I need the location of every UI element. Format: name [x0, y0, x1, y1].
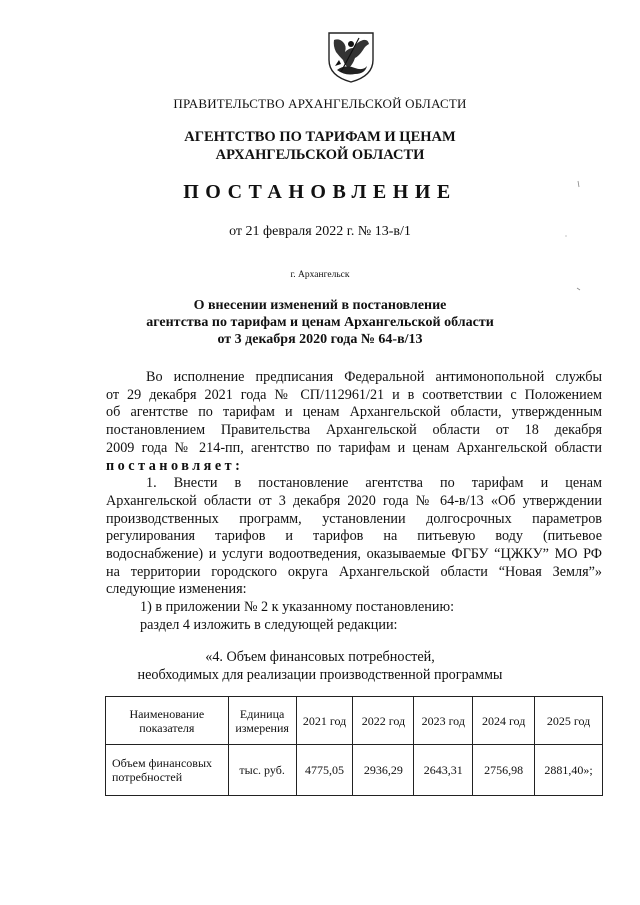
cell-2024: 2756,98: [473, 745, 535, 796]
column-header-2021: 2021 год: [296, 697, 353, 745]
cell-unit: тыс. руб.: [228, 745, 296, 796]
item-1-line: водоснабжение) и услуги водоотведения, оказываемые ФГБУ “ЦЖКУ” МО РФ: [106, 546, 602, 563]
column-header-2022: 2022 год: [353, 697, 414, 745]
government-name: ПРАВИТЕЛЬСТВО АРХАНГЕЛЬСКОЙ ОБЛАСТИ: [173, 96, 467, 111]
item-1-line: 1. Внести в постановление агентства по тарифам и ценам: [146, 475, 602, 492]
section-title: [0, 648, 640, 684]
document-city: г. Архангельск: [290, 270, 350, 280]
resolves-word: постановляет:: [106, 457, 244, 474]
subitem-1: 1) в приложении № 2 к указанному постановлению:: [140, 599, 455, 616]
column-header-2023: 2023 год: [414, 697, 473, 745]
item-1-last-line: следующие изменения:: [106, 581, 247, 598]
financial-needs-table: [105, 696, 603, 796]
document-type: ПОСТАНОВЛЕНИЕ: [183, 181, 457, 203]
column-header-indicator: Наименование показателя: [106, 697, 229, 745]
item-1-line: производственных программ, установлении долгосрочных параметров: [106, 510, 602, 527]
table-header-row: [106, 697, 603, 745]
item-1-line: Архангельской области от 3 декабря 2020 года № 64-в/13 «Об утверждении: [106, 492, 602, 509]
section-title-line-2: необходимых для реализации производственной программы: [137, 667, 503, 683]
preamble-line: от 29 декабря 2021 года № СП/112961/21 и в соответствии с Положением: [106, 386, 602, 403]
cell-2023: 2643,31: [414, 745, 473, 796]
subject-line-3: от 3 декабря 2020 года № 64-в/13: [217, 332, 423, 347]
section-title-line-1: «4. Объем финансовых потребностей,: [205, 649, 435, 665]
subject-line-1: О внесении изменений в постановление: [193, 298, 447, 313]
document-date-number: от 21 февраля 2022 г. № 13-в/1: [229, 224, 411, 239]
document-subject: [0, 297, 640, 348]
agency-name: [0, 128, 640, 164]
preamble-line: 2009 года № 214-пп, агентство по тарифам и ценам Архангельской области: [106, 439, 602, 456]
subject-line-2: агентства по тарифам и ценам Архангельской области: [146, 315, 494, 330]
item-1-line: на территории городского округа Архангельской области “Новая Земля”»: [106, 563, 602, 580]
preamble-line: постановлением Правительства Архангельской области от 18 декабря: [106, 422, 602, 439]
agency-line-2: АРХАНГЕЛЬСКОЙ ОБЛАСТИ: [215, 147, 425, 163]
document-body: [106, 369, 602, 635]
subitem-2: раздел 4 изложить в следующей редакции:: [140, 616, 398, 633]
preamble-line: Во исполнение предписания Федеральной антимонопольной службы: [146, 369, 602, 385]
cell-indicator: Объем финансовых потребностей: [106, 745, 229, 796]
preamble-line: об агентстве по тарифам и ценам Архангельской области, утвержденным: [106, 404, 602, 421]
arkhangelsk-coat-of-arms-icon: [325, 30, 377, 84]
cell-2021: 4775,05: [296, 745, 353, 796]
table-row: [106, 745, 603, 796]
cell-2025: 2881,40»;: [535, 745, 603, 796]
column-header-2025: 2025 год: [535, 697, 603, 745]
item-1-line: регулирования тарифов и тарифов на питьевую воду (питьевое: [106, 528, 602, 545]
column-header-unit: Единица измерения: [228, 697, 296, 745]
column-header-2024: 2024 год: [473, 697, 535, 745]
cell-2022: 2936,29: [353, 745, 414, 796]
agency-line-1: АГЕНТСТВО ПО ТАРИФАМ И ЦЕНАМ: [184, 129, 456, 145]
